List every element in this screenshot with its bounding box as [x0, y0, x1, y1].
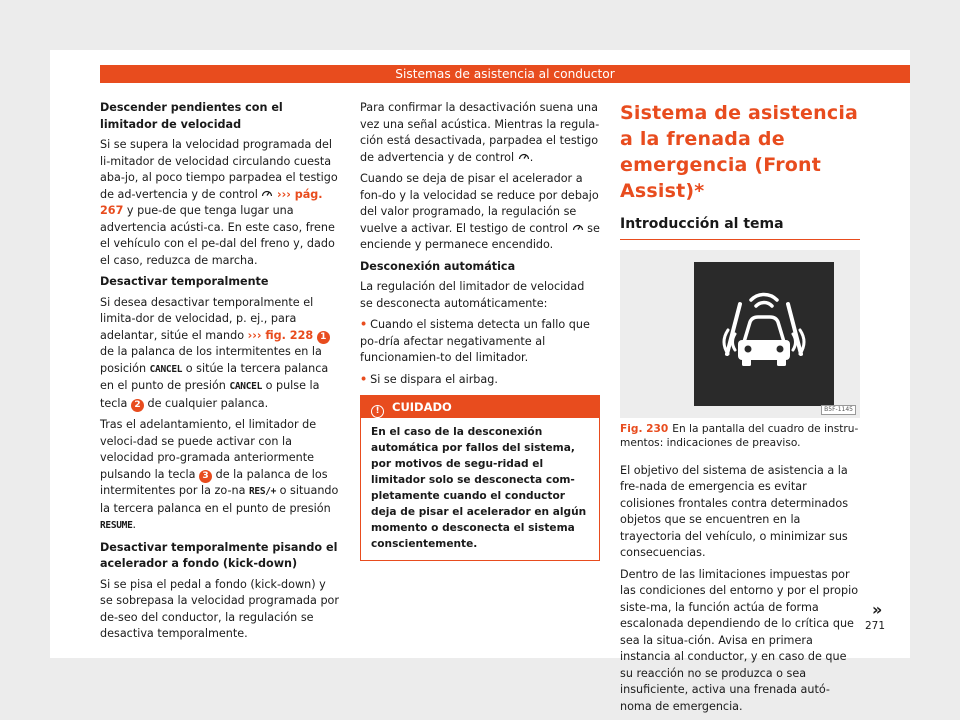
paragraph-adelantamiento: Tras el adelantamiento, el limitador de veloci-dad se puede activar con la velocidad pro-gramada anteriormente pulsando la tecla 3 de la palanca de los intermitentes por la zo-na RES/+ o situando la tercera palanca en el punto de presión RESUME.	[100, 418, 339, 531]
callout-number-1: 1	[317, 331, 330, 344]
paragraph-desactivar: Si desea desactivar temporalmente el limita-dor de velocidad, p. ej., para adelantar, sitúe el mando ››› fig. 228 1 de la palanca de los intermitentes en la posición CANCEL o sitúe la tercera palanca en el punto de presión CANCEL o pulse la tecla 2 de cualquier palanca.	[100, 295, 329, 410]
figure-code: B5F-1145	[821, 405, 856, 415]
key-cancel: CANCEL	[149, 363, 183, 375]
heading-kickdown: Desactivar temporalmente pisando el acelerador a fondo (kick-down)	[100, 540, 338, 570]
section-title: Sistema de asistencia a la frenada de emergencia (Front Assist)*	[620, 102, 859, 202]
section-subtitle: Introducción al tema	[620, 216, 860, 240]
column-right	[620, 100, 860, 720]
bullet-icon: •	[360, 372, 368, 386]
paragraph-descender: Si se supera la velocidad programada del li-mitador de velocidad circulando cuesta aba-jo, al poco tiempo parpadea el testigo de ad-vertencia y de control ››› pág. 267 y pue-de que tenga lugar una advertencia acústi-ca. En este caso, frene el vehículo con el pe-dal del freno y, dado el caso, reduzca de marcha.	[100, 138, 338, 267]
paragraph-desconexion: La regulación del limitador de velocidad se desconecta automáticamente:	[360, 280, 585, 310]
heading-desactivar: Desactivar temporalmente	[100, 275, 269, 288]
column-left	[100, 100, 340, 648]
column-middle	[360, 100, 600, 561]
caution-box	[360, 395, 600, 561]
list-item: • Si se dispara el airbag.	[360, 372, 498, 386]
paragraph-confirmar: Para confirmar la desactivación suena una vez una señal acústica. Mientras la regula-ción está desactivada, parpadea el testigo de advertencia y de control .	[360, 101, 600, 164]
page-ref-267[interactable]: ››› pág. 267	[100, 187, 323, 217]
bullet-icon: •	[360, 318, 368, 331]
manual-page	[50, 50, 910, 713]
heading-desconexion: Desconexión automática	[360, 259, 516, 273]
speedometer-warning-icon	[261, 188, 273, 199]
caption-ref: Fig. 230	[620, 422, 669, 435]
car-front-radar-icon	[620, 250, 860, 418]
key-cancel-2: CANCEL	[229, 381, 262, 392]
speedometer-control-icon	[572, 222, 584, 233]
paragraph-limitaciones: Dentro de las limitaciones impuestas por las condiciones del entorno y por el propio siste-ma, la función actúa de forma escalonada dependiendo de lo crítica que sea la situa-ción. Avisa en primera instancia al conductor, y en caso de que su reacción no se produzca o sea insuficiente, activa una frenada autó-noma de emergencia.	[620, 567, 859, 713]
heading-descender: Descender pendientes con el limitador de velocidad	[100, 101, 283, 131]
caution-icon: !	[371, 405, 384, 418]
paragraph-acelerador: Cuando se deja de pisar el acelerador a fon-do y la velocidad se reduce por debajo del valor programado, la regulación se vuelve a activar. El testigo de control se enciende y permanece encendido.	[360, 172, 600, 251]
speedometer-warning-icon	[518, 151, 530, 162]
key-resume: RESUME	[100, 520, 133, 531]
callout-number-3: 3	[199, 470, 212, 483]
paragraph-kickdown: Si se pisa el pedal a fondo (kick-down) y se sobrepasa la velocidad programada por de-seo del conductor, la regulación se desactiva temporalmente.	[100, 577, 339, 640]
figure-caption: Fig. 230 En la pantalla del cuadro de instru-mentos: indicaciones de preaviso.	[620, 422, 859, 449]
paragraph-objetivo: El objetivo del sistema de asistencia a la fre-nada de emergencia es evitar colisiones frontales contra determinados objetos que se encuentren en la trayectoria del vehículo, o minimizar sus consecuencias.	[620, 463, 849, 559]
continue-mark: »	[872, 600, 883, 619]
fig-ref-228[interactable]: ››› fig. 228	[247, 328, 314, 342]
section-header: Sistemas de asistencia al conductor	[100, 65, 910, 83]
key-res-plus: RES/+	[248, 486, 277, 497]
page-number: 271	[865, 620, 886, 632]
list-item: • Cuando el sistema detecta un fallo que po-dría afectar negativamente al funcionamien-to del limitador.	[360, 318, 590, 364]
caution-header: ! CUIDADO	[361, 396, 599, 418]
caution-text: En el caso de la desconexión automática por fallos del sistema, por motivos de segu-ridad el limitador solo se desconecta com-pletamente cuando el conductor deja de pisar el acelerador en algún momento o desconecta el sistema conscientemente.	[371, 426, 587, 550]
figure-230	[620, 250, 860, 418]
callout-number-2: 2	[131, 399, 144, 412]
